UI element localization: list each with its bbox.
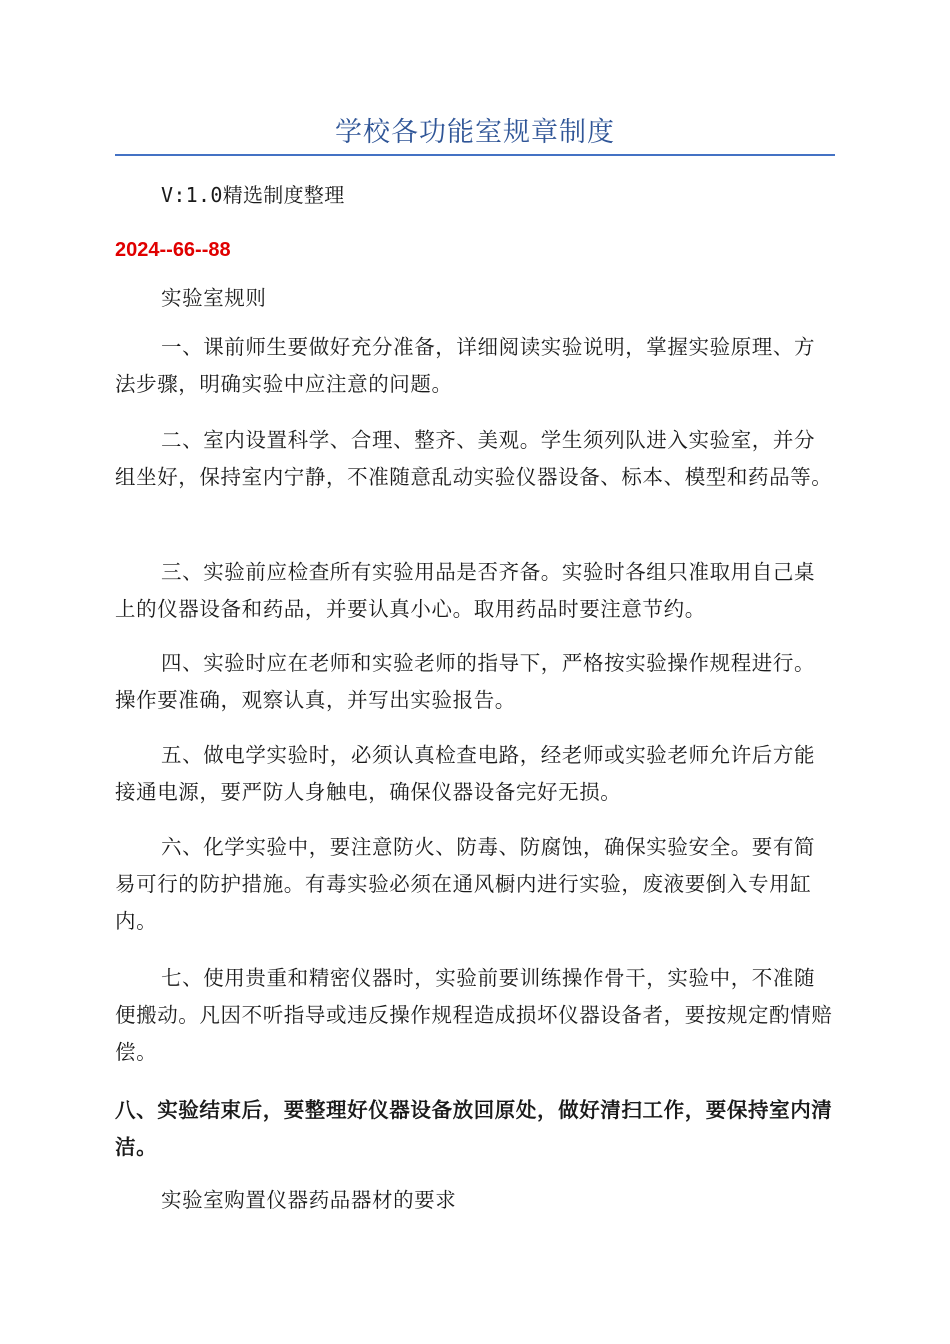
title-underline: [115, 154, 835, 156]
rule-3: 三、实验前应检查所有实验用品是否齐备。实验时各组只准取用自己桌上的仪器设备和药品，并要认真小心。取用药品时要注意节约。: [115, 560, 816, 621]
rule-2: 二、室内设置科学、合理、整齐、美观。学生须列队进入实验室，并分组坐好，保持室内宁静，不准随意乱动实验仪器设备、标本、模型和药品等。: [115, 428, 833, 489]
next-section-heading: 实验室购置仪器药品器材的要求: [161, 1188, 457, 1212]
rule-4: 四、实验时应在老师和实验老师的指导下，严格按实验操作规程进行。操作要准确，观察认真，并写出实验报告。: [115, 651, 816, 712]
date-label: 2024--66--88: [115, 239, 231, 261]
version-label: V:1.0精选制度整理: [161, 183, 345, 207]
rule-7: 七、使用贵重和精密仪器时，实验前要训练操作骨干，实验中，不准随便搬动。凡因不听指导或违反操作规程造成损坏仪器设备者，要按规定酌情赔偿。: [115, 966, 833, 1064]
rule-6: 六、化学实验中，要注意防火、防毒、防腐蚀，确保实验安全。要有简易可行的防护措施。有毒实验必须在通风橱内进行实验，废液要倒入专用缸内。: [115, 835, 816, 933]
section-heading: 实验室规则: [161, 286, 267, 310]
rule-5: 五、做电学实验时，必须认真检查电路，经老师或实验老师允许后方能接通电源，要严防人身触电，确保仪器设备完好无损。: [115, 743, 816, 804]
rule-1: 一、课前师生要做好充分准备，详细阅读实验说明，掌握实验原理、方法步骤，明确实验中应注意的问题。: [115, 335, 816, 396]
rule-8: 八、实验结束后，要整理好仪器设备放回原处，做好清扫工作，要保持室内清洁。: [115, 1098, 833, 1159]
document-title: 学校各功能室规章制度: [335, 117, 615, 148]
